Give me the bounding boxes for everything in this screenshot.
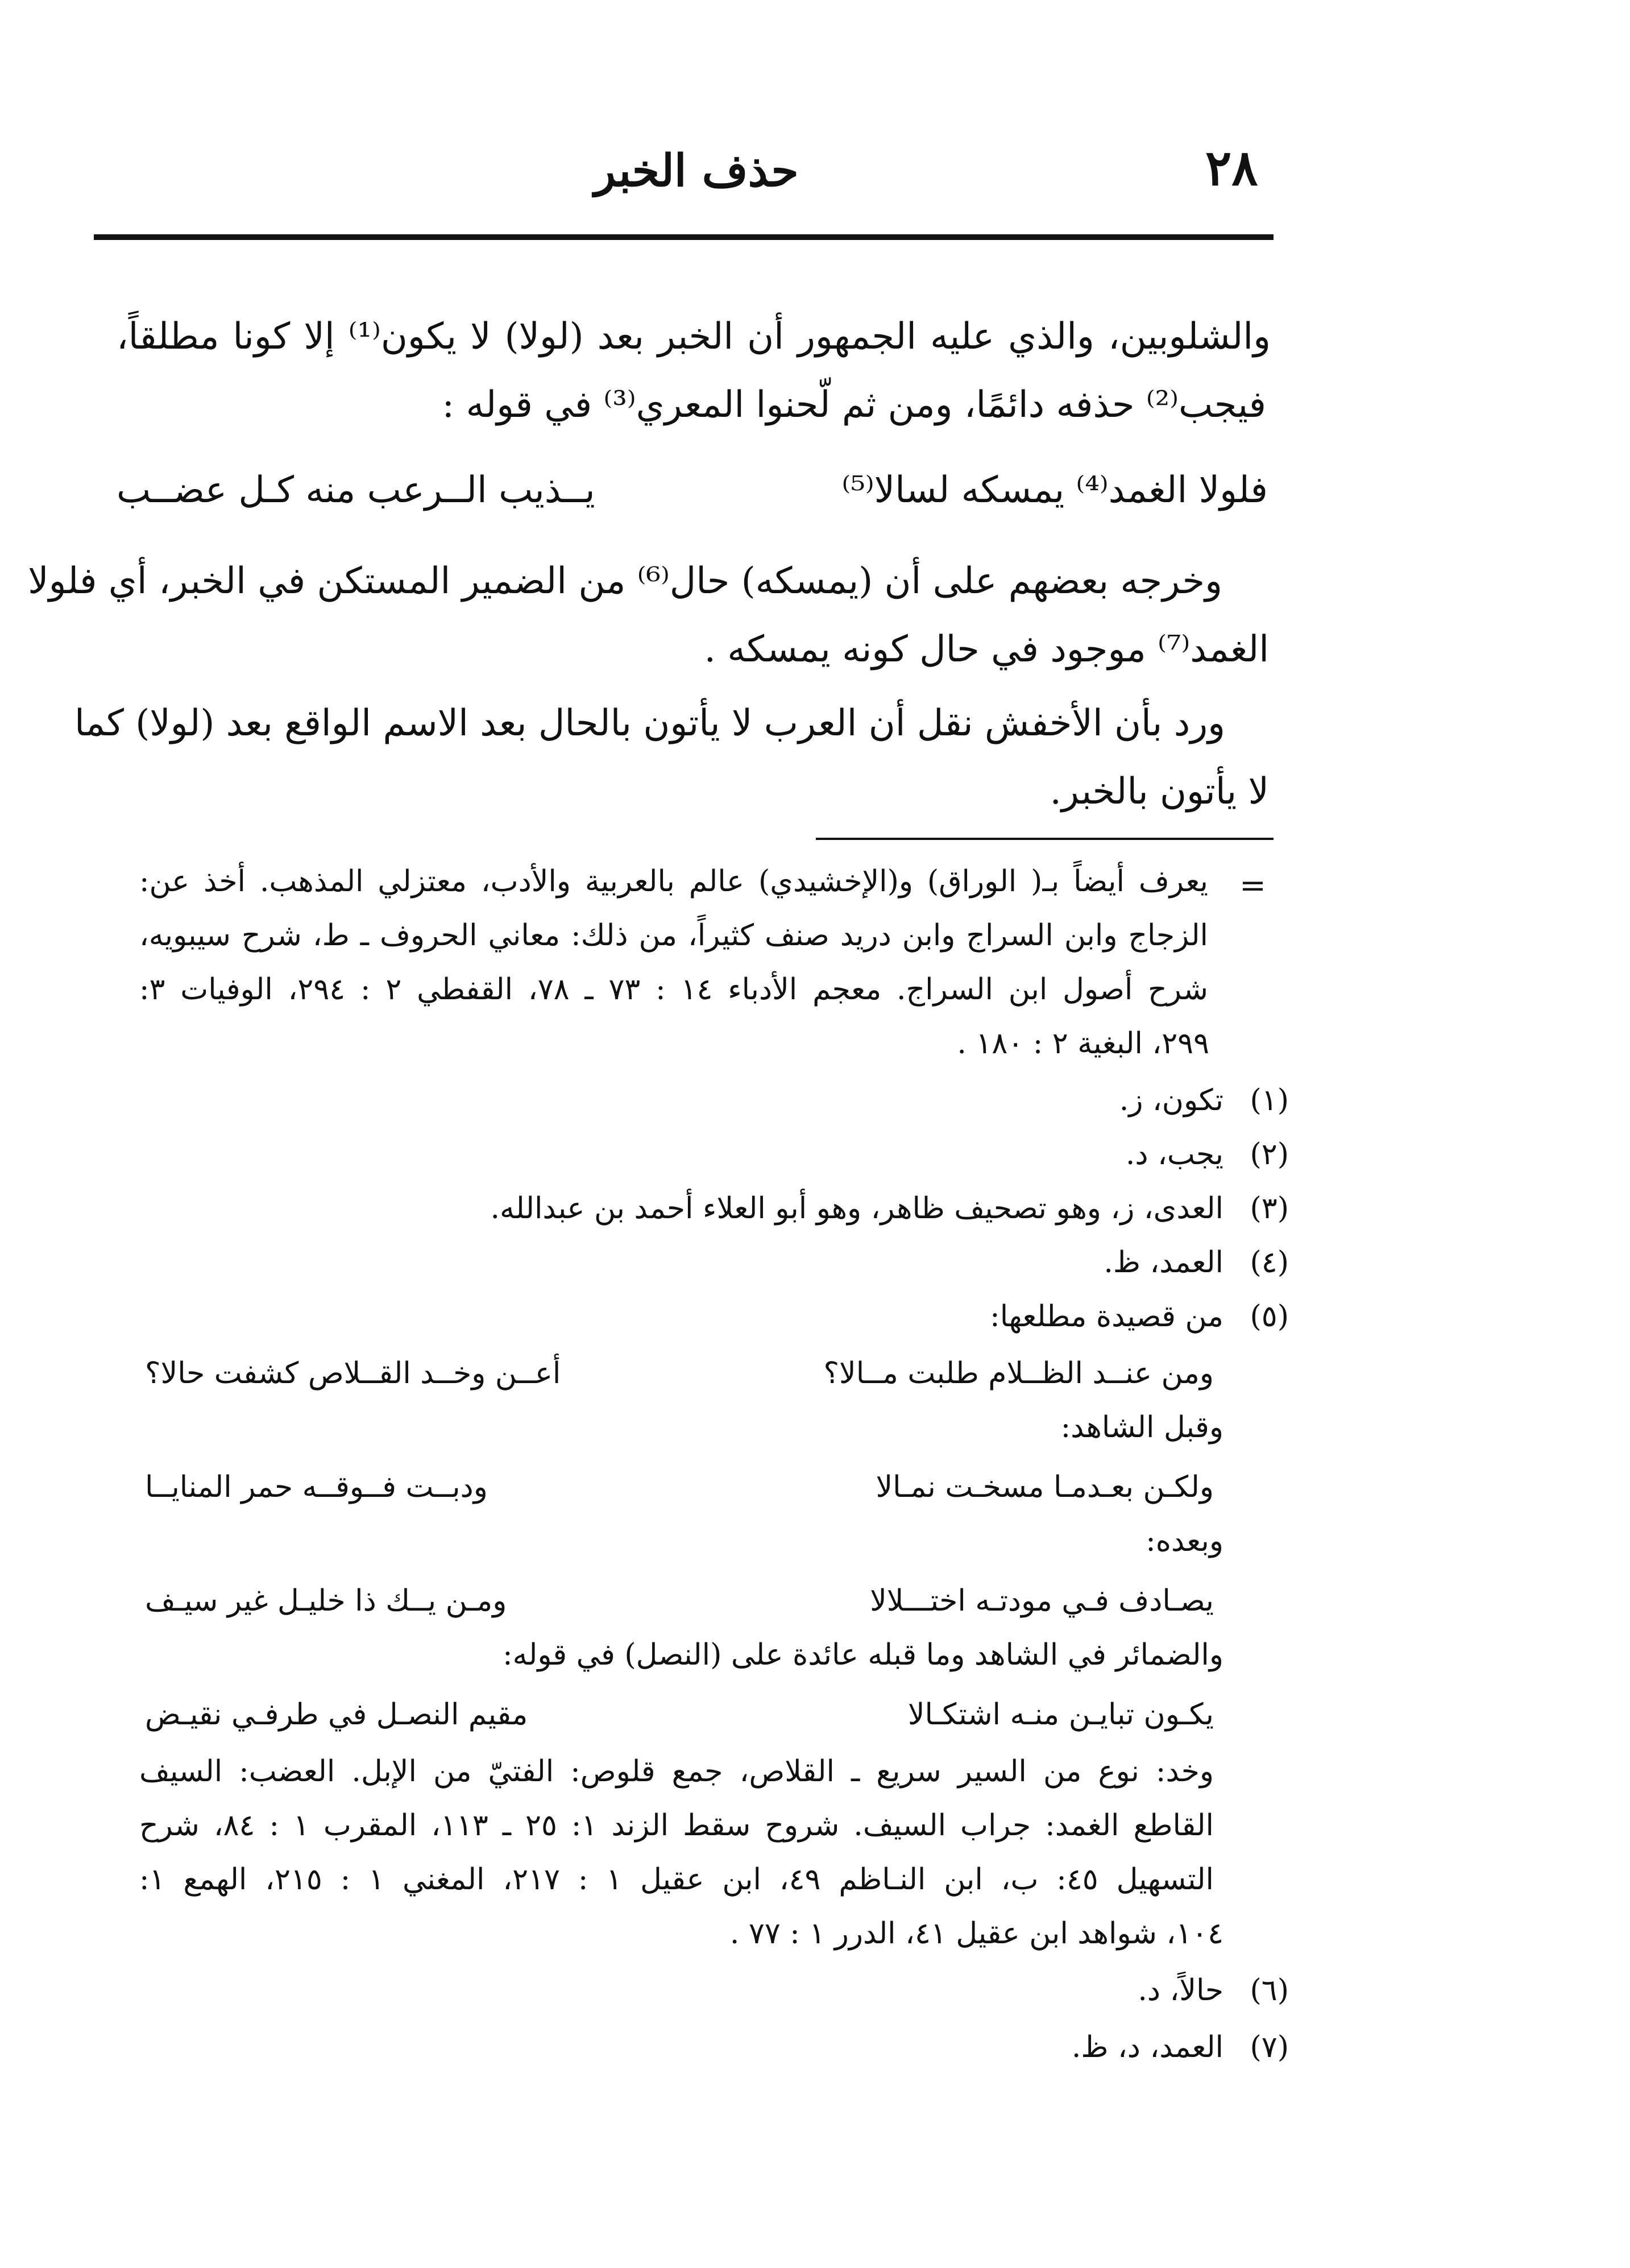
footnote-gloss-line: القاطع الغمد: جراب السيف. شروح سقط الزند ١: ٢٥ ـ ١١٣، المقرب ١ : ٨٤، شرح <box>139 1808 1214 1843</box>
header-rule <box>94 234 1274 240</box>
hemistich: ودبــت فــوقــه حمر المنايــا <box>145 1470 488 1504</box>
continued-mark: = <box>1239 867 1266 904</box>
footnote-number: (٢) <box>1250 1137 1289 1172</box>
footnote-text: العمد، ظ. <box>1104 1245 1223 1280</box>
footnote-verse <box>145 1698 1214 1732</box>
footnote-continued-line: يعرف أيضاً بـ( الوراق) و(الإخشيدي) عالم بالعربية والأدب، معتزلي المذهب. أخذ عن: <box>139 864 1208 899</box>
footnote-gloss-line: التسهيل ٤٥: ب، ابن النـاظم ٤٩، ابن عقيل ١ : ٢١٧، المغني ١ : ٢١٥، الهمع ١: <box>139 1863 1214 1897</box>
verse-first-hemistich: يــذيب الــرعب منه كـل عضــب <box>117 469 595 511</box>
body-line-4: وخرجه بعضهم على أن (يمسكه) حال⁽⁶⁾ من الضمير المستكن في الخبر، أي فلولا <box>28 560 1222 602</box>
footnote-text: من قصيدة مطلعها: <box>990 1299 1223 1334</box>
footnote-text: تكون، ز. <box>1119 1083 1223 1118</box>
hemistich: يصـادف فـي مودتـه اختـــلالا <box>870 1584 1214 1618</box>
running-title: حذف الخبر <box>594 145 799 197</box>
body-line-5: الغمد⁽⁷⁾ موجود في حال كونه يمسكه . <box>704 628 1269 671</box>
footnote-number: (٣) <box>1250 1191 1289 1226</box>
footnote-number: (٥) <box>1250 1299 1289 1334</box>
footnote-verse <box>145 1584 1214 1618</box>
footnote-number: (٦) <box>1250 1973 1289 2008</box>
hemistich: ولكـن بعـدمـا مسخـت نمـالا <box>876 1470 1214 1504</box>
footnote-number: (٤) <box>1250 1245 1289 1280</box>
footnote-continued-line: الزجاج وابن السراج وابن دريد صنف كثيراً، من ذلك: معاني الحروف ـ ط، شرح سيبويه، <box>139 918 1208 953</box>
footnote-text: يجب، د. <box>1125 1137 1223 1172</box>
hemistich: ومـن يــك ذا خليـل غير سيـف <box>145 1584 507 1618</box>
footnote-text: حالاً، د. <box>1138 1973 1223 2008</box>
page-number: ٢٨ <box>1205 139 1258 197</box>
footnote-text: العمد، د، ظ. <box>1071 2030 1223 2064</box>
footnote-verse <box>145 1356 1214 1390</box>
footnote-number: (٧) <box>1250 2030 1289 2064</box>
footnote-line: والضمائر في الشاهد وما قبله عائدة على (النصل) في قوله: <box>503 1638 1223 1672</box>
footnote-label: وبعده: <box>1146 1524 1223 1558</box>
footnote-number: (١) <box>1250 1083 1289 1118</box>
body-line-1: والشلوبين، والذي عليه الجمهور أن الخبر بعد (لولا) لا يكون⁽¹⁾ إلا كونا مطلقاً، <box>117 316 1271 358</box>
hemistich: يكـون تبايـن منـه اشتكـالا <box>907 1698 1214 1732</box>
footnote-gloss-line: وخد: نوع من السير سريع ـ القلاص، جمع قلوص: الفتيّ من الإبل. العضب: السيف <box>139 1754 1214 1789</box>
footnote-text: العدى، ز، وهو تصحيف ظاهر، وهو أبو العلاء أحمد بن عبدالله. <box>490 1191 1223 1226</box>
footnote-verse <box>145 1470 1214 1504</box>
body-line-6: ورد بأن الأخفش نقل أن العرب لا يأتون بالحال بعد الاسم الواقع بعد (لولا) كما <box>74 702 1225 744</box>
footnote-continued-line: شرح أصول ابن السراج. معجم الأدباء ١٤ : ٧٣ ـ ٧٨، القفطي ٢ : ٢٩٤، الوفيات ٣: <box>139 972 1209 1007</box>
footnote-separator <box>816 838 1274 840</box>
footnote-label: وقبل الشاهد: <box>1060 1410 1223 1445</box>
hemistich: مقيم النصـل في طرفـي نقيـض <box>145 1698 528 1732</box>
main-verse <box>117 469 1268 511</box>
body-line-7: لا يأتون بالخبر. <box>1050 771 1269 813</box>
hemistich: ومن عنــد الظــلام طلبت مــالا؟ <box>823 1356 1214 1390</box>
hemistich: أعــن وخــد القــلاص كشفت حالا؟ <box>145 1356 561 1390</box>
body-line-2: فيجب⁽²⁾ حذفه دائمًا، ومن ثم لّحنوا المعري⁽³⁾ في قوله : <box>442 384 1266 426</box>
footnote-gloss-line: ١٠٤، شواهد ابن عقيل ٤١، الدرر ١ : ٧٧ . <box>729 1917 1223 1951</box>
footnote-continued-line: ٢٩٩، البغية ٢ : ١٨٠ . <box>957 1027 1209 1061</box>
verse-second-hemistich: فلولا الغمد⁽⁴⁾ يمسكه لسالا⁽⁵⁾ <box>841 469 1268 511</box>
